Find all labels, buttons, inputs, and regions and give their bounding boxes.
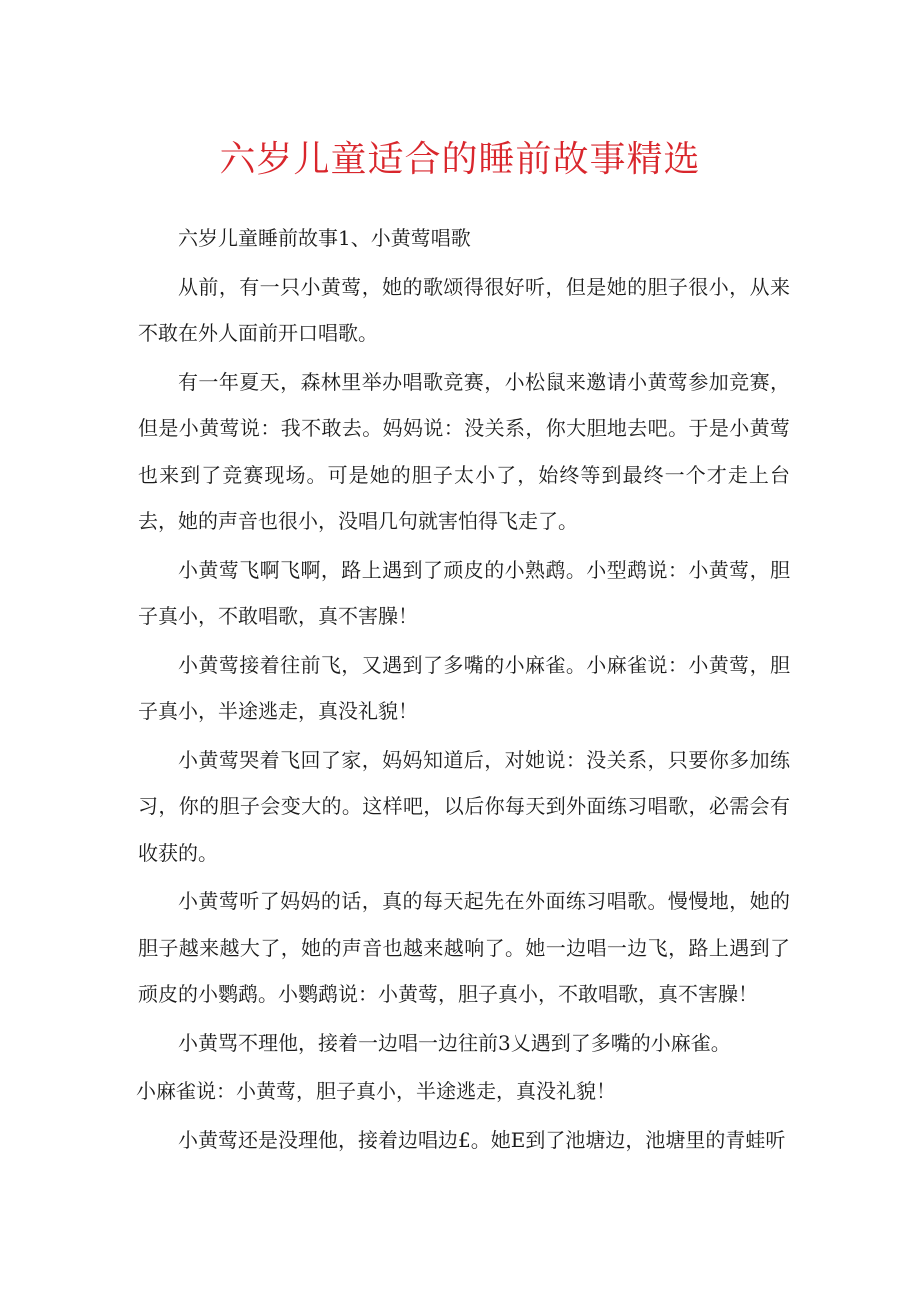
paragraph: 小黄莺接着往前飞，又遇到了多嘴的小麻雀。小麻雀说：小黄莺，胆子真小，半途逃走，真没礼貌！ (138, 652, 790, 723)
document-title: 六岁儿童适合的睡前故事精选 (219, 139, 701, 180)
paragraph: 小黄骂不理他，接着一边唱一边往前3乂遇到了多嘴的小麻雀。 (178, 1030, 731, 1055)
paragraph: 小黄莺飞啊飞啊，路上遇到了顽皮的小熟鹉。小型鹉说：小黄莺，胆子真小，不敢唱歌，真不害臊！ (138, 557, 790, 628)
paragraph: 小黄莺听了妈妈的话，真的每天起先在外面练习唱歌。慢慢地，她的胆子越来越大了，她的声音也越来越响了。她一边唱一边飞，路上遇到了顽皮的小鹦鹉。小鹦鹉说：小黄莺，胆子真小，不敢唱歌，真不害臊！ (138, 889, 790, 1006)
paragraph: 从前，有一只小黄莺，她的歌颂得很好听，但是她的胆子很小，从来不敢在外人面前开口唱歌。 (138, 274, 790, 345)
paragraph: 有一年夏天，森林里举办唱歌竞赛，小松鼠来邀请小黄莺参加竞赛，但是小黄莺说：我不敢去。妈妈说：没关系，你大胆地去吧。于是小黄莺也来到了竞赛现场。可是她的胆子太小了，始终等到最终一个才走上台去，她的声音也很小，没唱几句就害怕得飞走了。 (138, 369, 790, 533)
section-heading: 六岁儿童睡前故事1、小黄莺唱歌 (178, 226, 471, 250)
paragraph-unindented: 小麻雀说：小黄莺，胆子真小，半途逃走，真没礼貌！ (136, 1079, 616, 1103)
paragraph: 小黄莺哭着飞回了家，妈妈知道后，对她说：没关系，只要你多加练习，你的胆子会变大的。这样吧，以后你每天到外面练习唱歌，必需会有收获的。 (138, 747, 790, 865)
document-body (138, 215, 790, 1165)
paragraph: 小黄莺还是没理他，接着边唱边£。她E到了池塘边，池塘里的青蛙听 (178, 1127, 786, 1152)
